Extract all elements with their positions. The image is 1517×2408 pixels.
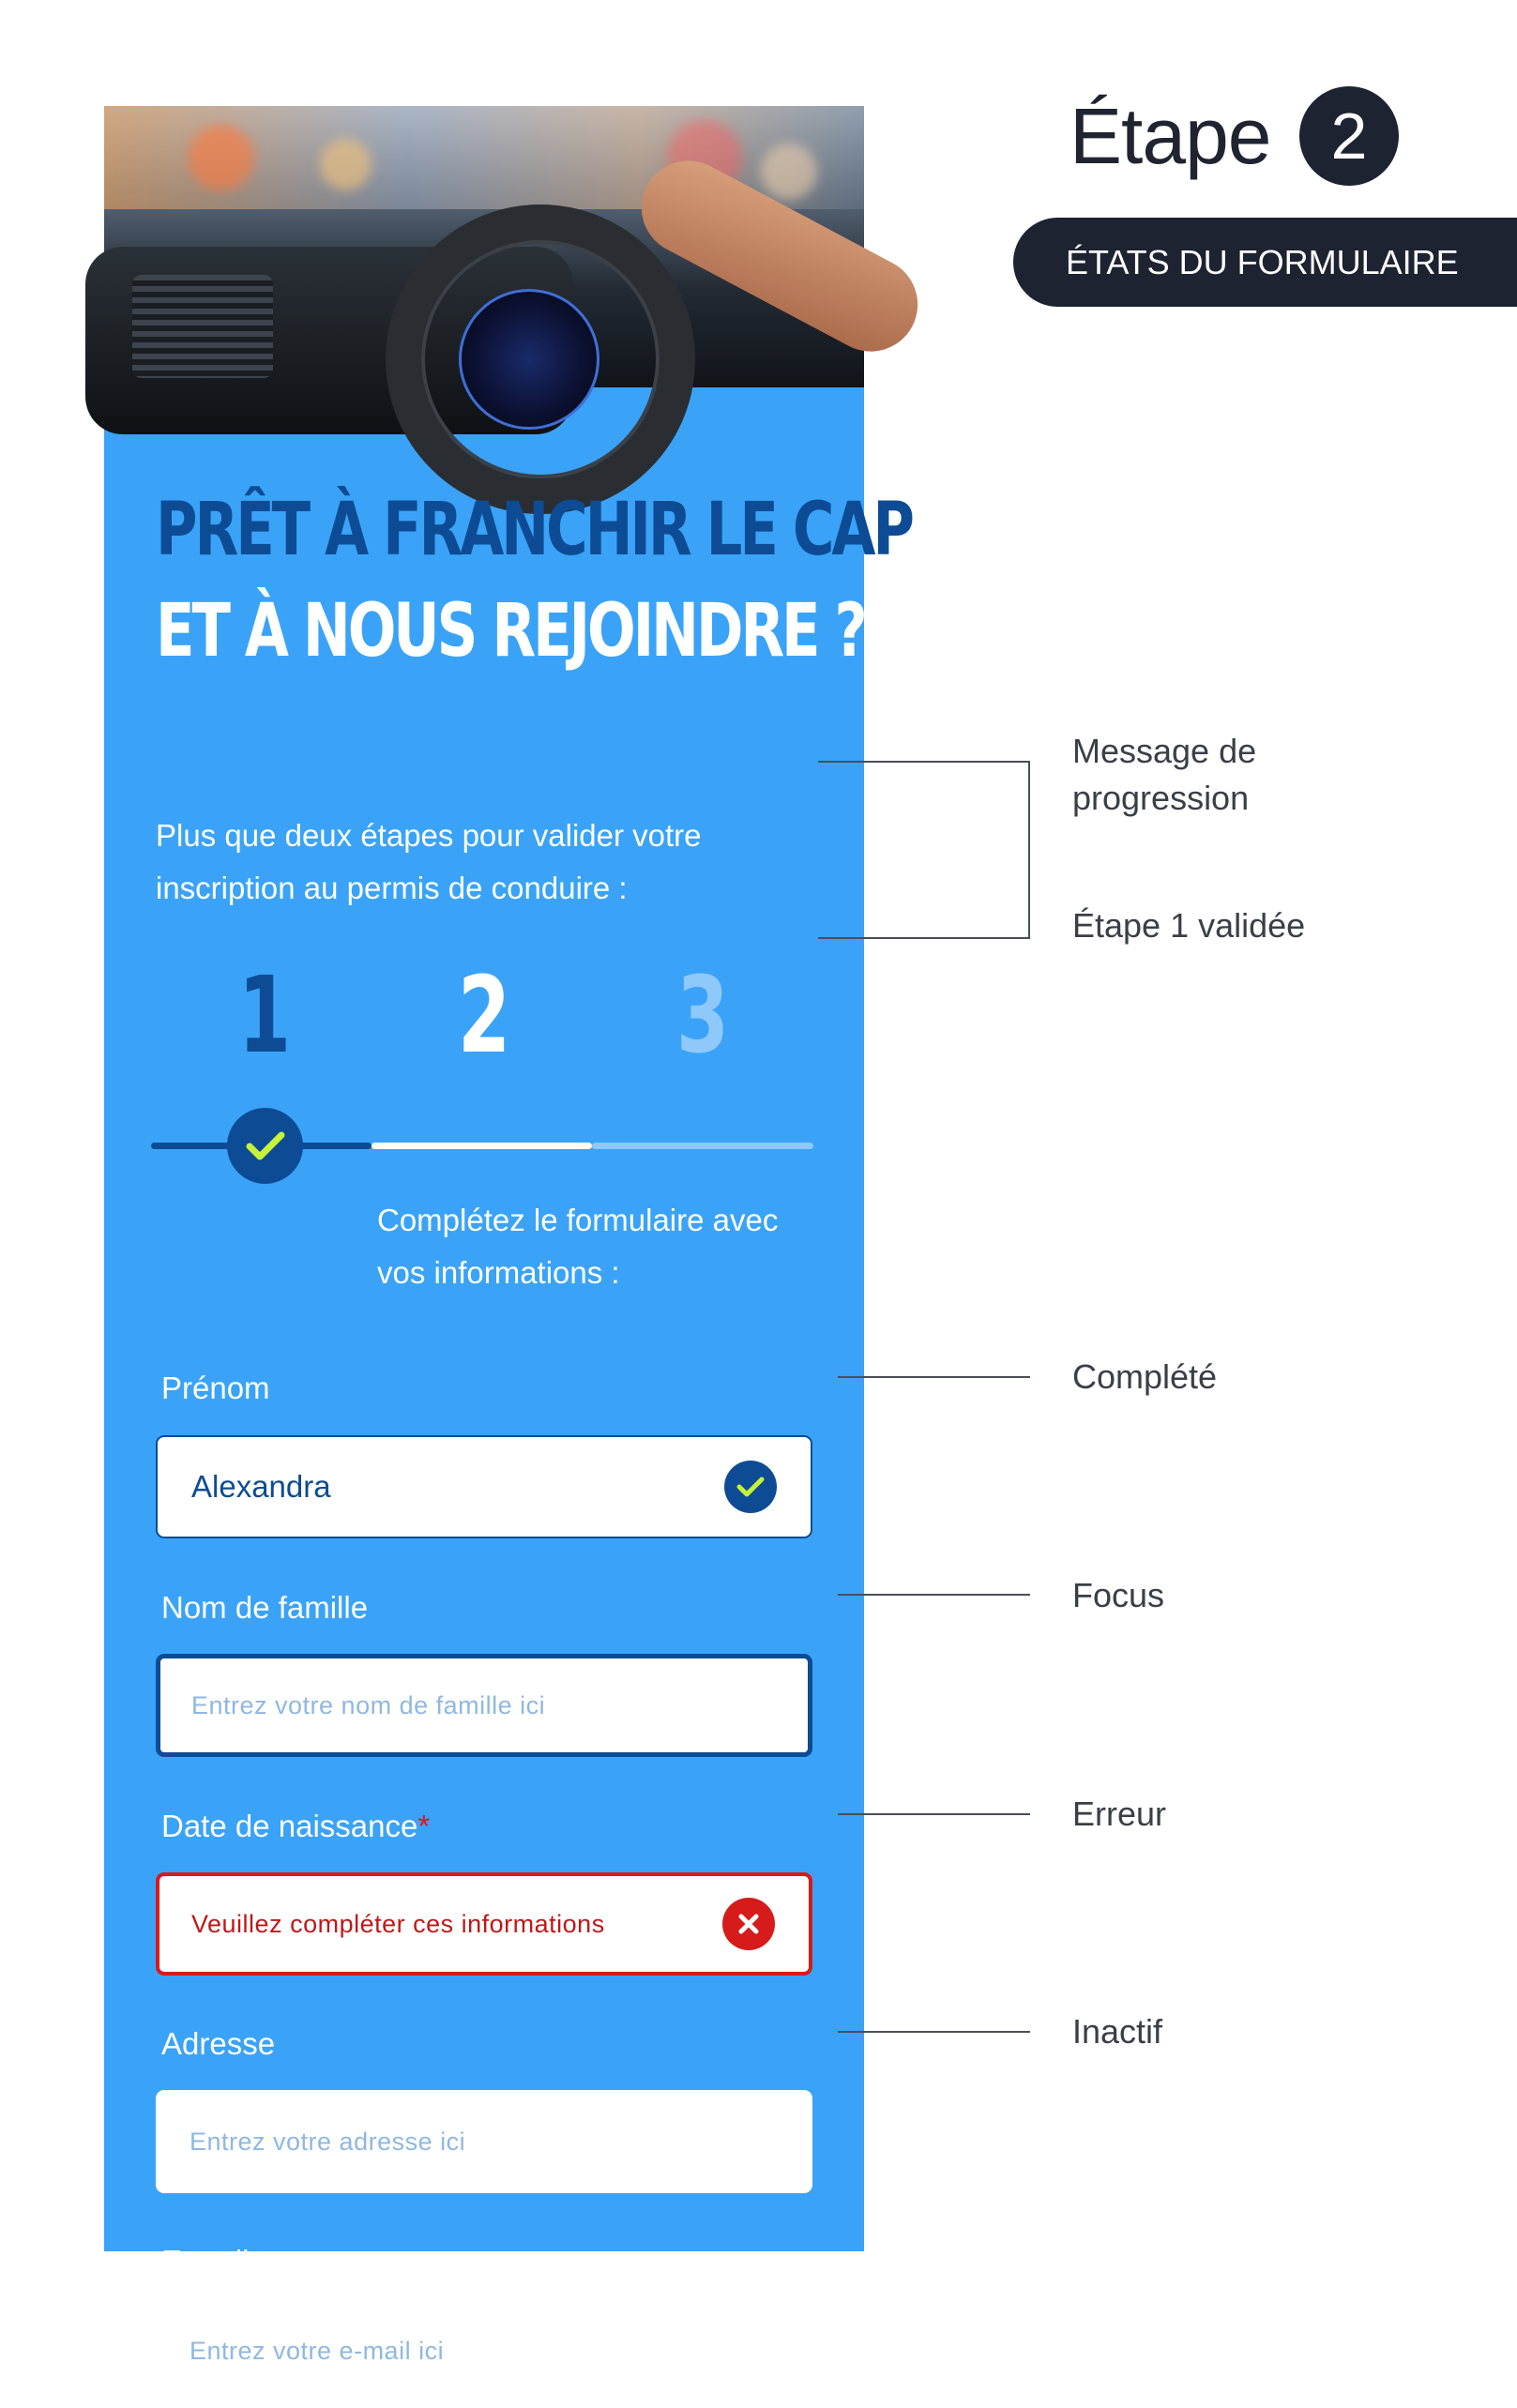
required-asterisk: * — [417, 1809, 431, 1843]
form-title-line2: ET À NOUS REJOINDRE ? — [156, 589, 865, 674]
form-states-badge: ÉTATS DU FORMULAIRE — [1013, 218, 1517, 307]
address-label: Adresse — [161, 2026, 276, 2061]
step1-check-badge — [227, 1108, 303, 1184]
connector-bracket — [1028, 761, 1030, 939]
annotation-focus: Focus — [1072, 1576, 1165, 1614]
annotation-progress-message: Message de progression — [1072, 732, 1257, 817]
lastname-label: Nom de famille — [161, 1590, 369, 1625]
annotation-completed: Complété — [1072, 1357, 1218, 1396]
step-title: Étape — [1069, 92, 1271, 180]
firstname-value: Alexandra — [191, 1469, 331, 1504]
form-card — [104, 106, 912, 2365]
connector-inactive — [838, 2031, 1030, 2033]
check-circle-icon — [724, 1461, 777, 1513]
email-placeholder: Entrez votre e-mail ici — [190, 2337, 445, 2365]
form-instructions: Complétez le formulaire avec vos informations : — [377, 1203, 779, 1290]
lastname-placeholder: Entrez votre nom de famille ici — [191, 1690, 546, 1719]
form-title — [156, 479, 912, 682]
progress-message: Plus que deux étapes pour valider votre inscription au permis de conduire : — [156, 818, 702, 905]
form-title-line1: PRÊT À FRANCHIR LE CAP — [156, 488, 912, 572]
connector-error — [838, 1813, 1030, 1815]
hero-image-driving — [104, 106, 864, 387]
birthdate-error-message: Veuillez compléter ces informations — [191, 1909, 605, 1938]
progress-segment-3 — [592, 1143, 813, 1149]
annotation-inactive: Inactif — [1072, 2012, 1163, 2051]
email-field[interactable] — [156, 2305, 812, 2408]
check-icon — [246, 1130, 285, 1162]
address-placeholder: Entrez votre adresse ici — [190, 2127, 466, 2156]
connector-completed — [838, 1376, 1030, 1378]
birthdate-label-text: Date de naissance — [161, 1809, 418, 1843]
connector-step1 — [818, 937, 1030, 939]
email-label: E-mail — [161, 2244, 250, 2279]
step-number-badge: 2 — [1299, 86, 1399, 186]
firstname-label: Prénom — [161, 1371, 270, 1405]
step-number-2: 2 — [457, 955, 511, 1077]
connector-focus — [838, 1594, 1030, 1596]
birthdate-field[interactable] — [156, 1872, 812, 1976]
progress-segment-2 — [372, 1143, 592, 1149]
close-circle-icon[interactable] — [722, 1898, 775, 1950]
connector-progress-message — [818, 761, 1030, 763]
step-indicator — [104, 955, 864, 1077]
annotation-step1-validated: Étape 1 validée — [1072, 906, 1306, 945]
step-number-3: 3 — [675, 955, 730, 1077]
annotation-error: Erreur — [1072, 1795, 1167, 1833]
birthdate-label — [161, 1808, 430, 1845]
step-number-1: 1 — [237, 955, 292, 1077]
firstname-field[interactable] — [156, 1435, 812, 1538]
address-field[interactable] — [156, 2090, 812, 2193]
lastname-field[interactable] — [156, 1654, 812, 1757]
